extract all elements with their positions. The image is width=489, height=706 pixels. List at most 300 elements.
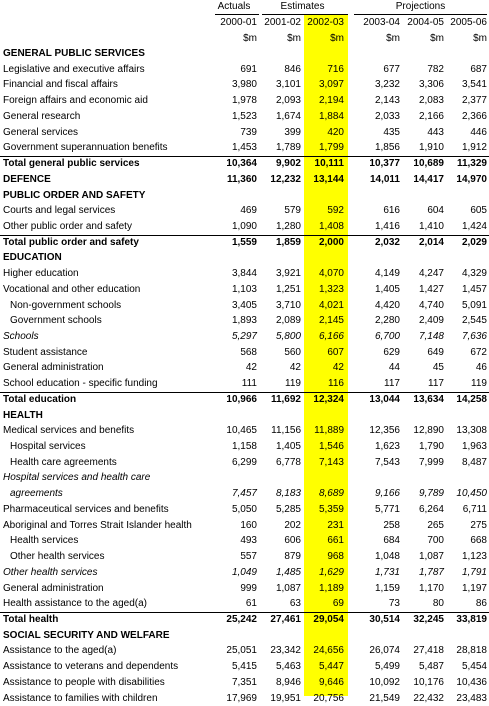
row-label: Assistance to families with children [3, 692, 158, 704]
row-label: Health care agreements [10, 456, 117, 468]
row-value: 1,189 [318, 582, 344, 594]
row-value: 3,232 [374, 79, 400, 91]
row-value: 10,966 [226, 393, 257, 405]
total-row [0, 235, 489, 250]
row-value: 1,457 [461, 283, 487, 295]
row-value: 258 [383, 519, 400, 531]
row-value: 7,148 [418, 331, 444, 342]
table-row [0, 219, 489, 234]
row-value: 7,457 [231, 488, 257, 500]
row-value: 700 [427, 535, 444, 547]
row-value: 1,546 [318, 441, 344, 452]
table-row [0, 486, 489, 501]
row-value: 13,044 [369, 393, 400, 405]
table-row [0, 581, 489, 596]
row-value: 32,245 [413, 613, 444, 625]
table-row [0, 360, 489, 375]
row-value: 1,859 [275, 236, 301, 248]
row-value: 13,634 [413, 393, 444, 405]
row-value: 968 [327, 551, 344, 562]
row-value: 5,285 [275, 503, 301, 515]
row-value: 8,487 [461, 456, 487, 468]
row-value: 21,549 [369, 692, 400, 704]
row-value: 5,800 [275, 331, 301, 342]
row-value: 7,999 [418, 456, 444, 468]
row-value: 7,543 [374, 456, 400, 468]
row-value: 5,415 [231, 661, 257, 673]
row-label: Financial and fiscal affairs [3, 79, 118, 91]
row-value: 2,145 [318, 315, 344, 327]
row-value: 5,454 [461, 661, 487, 673]
unit-header: $m [243, 33, 257, 44]
row-label: General administration [3, 362, 104, 374]
row-value: 7,351 [231, 676, 257, 688]
table-row [0, 313, 489, 328]
row-label: Medical services and benefits [3, 425, 135, 437]
row-value: 19,951 [270, 692, 301, 704]
table-row [0, 691, 489, 706]
table-row [0, 282, 489, 297]
row-value: 27,418 [413, 645, 444, 657]
year-header: 2004-05 [407, 17, 444, 28]
row-value: 1,090 [231, 220, 257, 232]
row-value: 2,032 [374, 236, 400, 248]
row-label: agreements [10, 488, 63, 500]
table-row [0, 643, 489, 658]
table-row [0, 140, 489, 155]
row-value: 14,258 [456, 393, 487, 405]
row-value: 25,051 [226, 645, 257, 657]
row-value: 2,093 [275, 95, 301, 107]
table-row [0, 439, 489, 454]
row-value: 560 [284, 346, 301, 358]
row-value: 2,083 [418, 95, 444, 107]
unit-header: $m [287, 33, 301, 44]
row-value: 1,158 [231, 441, 257, 452]
row-value: 12,324 [313, 393, 344, 405]
table-row [0, 203, 489, 218]
row-label: EDUCATION [3, 252, 62, 264]
table-row [0, 518, 489, 533]
row-value: 4,329 [461, 268, 487, 280]
row-label: DEFENCE [3, 173, 51, 185]
row-value: 160 [240, 519, 257, 531]
row-value: 1,170 [418, 582, 444, 594]
row-value: 7,636 [461, 331, 487, 342]
section-header-row [0, 628, 489, 643]
row-label: General research [3, 110, 81, 122]
table-row [0, 549, 489, 564]
row-label: Student assistance [3, 346, 88, 358]
row-label: GENERAL PUBLIC SERVICES [3, 48, 145, 59]
row-value: 42 [289, 362, 301, 374]
row-label: PUBLIC ORDER AND SAFETY [3, 189, 146, 201]
row-label: HEALTH [3, 409, 43, 421]
row-value: 2,280 [374, 315, 400, 327]
year-header: 2005-06 [450, 17, 487, 28]
row-value: 23,483 [456, 692, 487, 704]
row-value: 10,364 [226, 158, 257, 169]
table-row [0, 423, 489, 438]
row-value: 2,366 [461, 110, 487, 122]
row-label: Government superannuation benefits [3, 142, 168, 154]
row-label: Non-government schools [10, 299, 122, 311]
total-row [0, 156, 489, 171]
row-value: 684 [383, 535, 400, 547]
row-value: 1,427 [418, 283, 444, 295]
total-row [0, 392, 489, 407]
row-value: 231 [327, 519, 344, 531]
row-value: 10,176 [413, 676, 444, 688]
row-value: 1,405 [275, 441, 301, 452]
row-value: 11,156 [271, 425, 301, 437]
row-value: 5,487 [418, 661, 444, 673]
row-value: 86 [475, 598, 487, 610]
row-value: 1,049 [231, 566, 257, 578]
row-value: 5,447 [318, 661, 344, 673]
row-value: 4,070 [318, 268, 344, 280]
row-value: 5,050 [231, 503, 257, 515]
table-row [0, 470, 489, 485]
row-value: 2,000 [318, 236, 344, 248]
row-value: 3,921 [275, 268, 301, 280]
section-header-row [0, 408, 489, 423]
table-row [0, 502, 489, 517]
row-value: 12,890 [413, 425, 444, 437]
row-value: 879 [284, 551, 301, 562]
row-value: 687 [470, 63, 487, 75]
row-value: 420 [327, 126, 344, 138]
row-value: 1,629 [318, 566, 344, 578]
row-value: 2,014 [418, 236, 444, 248]
row-value: 607 [327, 346, 344, 358]
row-value: 25,242 [226, 613, 257, 625]
table-row [0, 266, 489, 281]
row-value: 5,499 [374, 661, 400, 673]
row-value: 1,159 [374, 582, 400, 594]
row-label: Health services [10, 535, 79, 547]
row-label: Pharmaceutical services and benefits [3, 503, 169, 515]
row-label: Higher education [3, 268, 79, 280]
row-value: 3,844 [231, 268, 257, 280]
row-value: 1,424 [461, 220, 487, 232]
row-value: 17,969 [226, 692, 257, 704]
row-value: 4,420 [374, 299, 400, 311]
row-value: 1,978 [231, 95, 257, 107]
row-label: Legislative and executive affairs [3, 63, 145, 75]
row-value: 111 [241, 378, 257, 390]
row-value: 649 [427, 346, 444, 358]
row-value: 493 [240, 535, 257, 547]
row-value: 3,405 [231, 299, 257, 311]
table-row [0, 62, 489, 77]
table-row [0, 533, 489, 548]
row-value: 6,778 [275, 456, 301, 468]
row-value: 1,910 [418, 142, 444, 154]
row-label: Government schools [10, 315, 102, 327]
row-value: 4,149 [374, 268, 400, 280]
table-row [0, 376, 489, 391]
unit-header: $m [473, 33, 487, 44]
unit-header: $m [430, 33, 444, 44]
row-value: 677 [383, 63, 400, 75]
row-label: Hospital services [10, 441, 86, 452]
row-value: 1,087 [275, 582, 301, 594]
row-value: 14,417 [413, 173, 444, 185]
row-value: 443 [427, 126, 444, 138]
year-header: 2003-04 [363, 17, 400, 28]
row-value: 73 [388, 598, 400, 610]
row-value: 2,143 [374, 95, 400, 107]
row-value: 44 [388, 362, 400, 374]
row-value: 4,247 [418, 268, 444, 280]
row-value: 1,103 [231, 283, 257, 295]
row-label: Total education [3, 393, 77, 405]
row-value: 80 [432, 598, 444, 610]
section-header-row [0, 250, 489, 265]
row-value: 1,408 [318, 220, 344, 232]
row-value: 46 [475, 362, 487, 374]
row-label: Total health [3, 613, 59, 625]
row-value: 739 [240, 126, 257, 138]
row-value: 8,689 [318, 488, 344, 500]
row-value: 446 [470, 126, 487, 138]
table-row [0, 565, 489, 580]
row-value: 3,710 [275, 299, 301, 311]
row-value: 4,021 [318, 299, 344, 311]
row-value: 61 [245, 598, 257, 610]
row-value: 1,893 [231, 315, 257, 327]
table-row [0, 77, 489, 92]
row-value: 1,912 [461, 142, 487, 154]
row-value: 5,359 [318, 503, 344, 515]
row-value: 1,251 [275, 283, 301, 295]
row-value: 1,323 [318, 283, 344, 295]
row-value: 1,048 [374, 551, 400, 562]
row-value: 1,485 [275, 566, 301, 578]
row-value: 20,756 [313, 692, 344, 704]
row-value: 1,674 [275, 110, 301, 122]
year-header: 2002-03 [307, 17, 344, 28]
row-value: 13,144 [313, 173, 344, 185]
row-value: 568 [240, 346, 257, 358]
total-row [0, 612, 489, 627]
row-value: 3,097 [318, 79, 344, 91]
row-value: 2,166 [418, 110, 444, 122]
row-value: 10,092 [369, 676, 400, 688]
row-value: 1,799 [318, 142, 344, 154]
row-value: 399 [284, 126, 301, 138]
row-value: 6,700 [374, 331, 400, 342]
row-value: 10,377 [369, 158, 400, 169]
row-label: Vocational and other education [3, 283, 141, 295]
table-row [0, 675, 489, 690]
table-row [0, 659, 489, 674]
row-value: 116 [328, 378, 344, 390]
row-value: 1,623 [374, 441, 400, 452]
row-value: 24,656 [313, 645, 344, 657]
row-value: 6,711 [462, 503, 487, 515]
row-value: 69 [332, 598, 344, 610]
row-value: 1,453 [231, 142, 257, 154]
row-value: 1,559 [231, 236, 257, 248]
row-label: Courts and legal services [3, 205, 116, 217]
row-value: 1,789 [275, 142, 301, 154]
row-value: 23,342 [270, 645, 301, 657]
row-value: 275 [470, 519, 487, 531]
row-value: 1,884 [318, 110, 344, 122]
table-row [0, 172, 489, 187]
row-value: 672 [470, 346, 487, 358]
row-value: 14,011 [369, 173, 400, 185]
row-value: 119 [285, 378, 301, 390]
row-label: Assistance to the aged(a) [3, 645, 117, 657]
row-value: 629 [383, 346, 400, 358]
row-value: 45 [432, 362, 444, 374]
row-value: 30,514 [369, 613, 400, 625]
row-value: 605 [470, 205, 487, 217]
row-value: 606 [284, 535, 301, 547]
row-value: 592 [327, 205, 344, 217]
row-value: 202 [284, 519, 301, 531]
row-value: 6,299 [231, 456, 257, 468]
row-value: 5,297 [231, 331, 257, 342]
row-value: 10,689 [413, 158, 444, 169]
row-value: 1,123 [461, 551, 487, 562]
row-value: 10,465 [226, 425, 257, 437]
row-label: Assistance to people with disabilities [3, 676, 165, 688]
row-value: 1,087 [418, 551, 444, 562]
row-value: 469 [240, 205, 257, 217]
table-row [0, 345, 489, 360]
row-value: 3,541 [461, 79, 487, 91]
row-value: 3,101 [275, 79, 301, 91]
year-header: 2001-02 [264, 17, 301, 28]
row-value: 27,461 [270, 613, 301, 625]
table-row [0, 596, 489, 611]
row-label: School education - specific funding [3, 378, 158, 390]
table-row [0, 109, 489, 124]
row-value: 782 [427, 63, 444, 75]
row-value: 3,980 [231, 79, 257, 91]
row-value: 2,089 [275, 315, 301, 327]
header-group-actuals: Actuals [217, 1, 251, 12]
row-value: 435 [383, 126, 400, 138]
row-value: 2,377 [461, 95, 487, 107]
row-value: 1,963 [461, 441, 487, 452]
row-value: 1,523 [231, 110, 257, 122]
section-header-row [0, 188, 489, 203]
row-value: 10,436 [456, 676, 487, 688]
row-value: 616 [383, 205, 400, 217]
row-value: 11,889 [314, 425, 344, 437]
row-value: 22,432 [413, 692, 444, 704]
row-value: 9,646 [318, 676, 344, 688]
row-value: 1,731 [374, 566, 400, 578]
table-row [0, 298, 489, 313]
row-value: 999 [240, 582, 257, 594]
row-value: 1,416 [374, 220, 400, 232]
row-value: 119 [471, 378, 487, 390]
row-value: 11,329 [456, 158, 487, 169]
row-label: Other health services [3, 566, 98, 578]
row-value: 9,902 [275, 158, 301, 169]
row-value: 716 [327, 63, 344, 75]
row-value: 10,450 [456, 488, 487, 500]
row-value: 9,166 [374, 488, 400, 500]
row-value: 14,970 [456, 173, 487, 185]
row-value: 1,410 [418, 220, 444, 232]
table-row [0, 329, 489, 344]
row-value: 117 [384, 378, 400, 390]
row-value: 557 [240, 551, 257, 562]
row-value: 10,111 [314, 158, 344, 169]
row-value: 691 [240, 63, 257, 75]
row-value: 11,692 [270, 393, 301, 405]
row-value: 1,787 [418, 566, 444, 578]
row-value: 1,791 [461, 566, 487, 578]
section-header-row [0, 46, 489, 61]
row-value: 579 [284, 205, 301, 217]
row-value: 12,356 [369, 425, 400, 437]
row-value: 13,308 [456, 425, 487, 437]
row-value: 668 [470, 535, 487, 547]
row-value: 2,029 [461, 236, 487, 248]
row-value: 5,091 [461, 299, 487, 311]
row-value: 12,232 [270, 173, 301, 185]
row-value: 29,054 [313, 613, 344, 625]
row-value: 5,771 [374, 503, 400, 515]
row-value: 63 [289, 598, 301, 610]
row-value: 846 [284, 63, 301, 75]
unit-header: $m [386, 33, 400, 44]
row-value: 6,264 [418, 503, 444, 515]
row-value: 28,818 [456, 645, 487, 657]
table-row [0, 93, 489, 108]
row-label: General services [3, 126, 79, 138]
row-label: Health assistance to the aged(a) [3, 598, 147, 610]
row-label: General administration [3, 582, 104, 594]
row-value: 8,183 [275, 488, 301, 500]
year-header: 2000-01 [220, 17, 257, 28]
row-value: 2,033 [374, 110, 400, 122]
table-row [0, 455, 489, 470]
header-units-row [0, 31, 489, 46]
row-value: 42 [245, 362, 257, 374]
row-value: 1,197 [461, 582, 487, 594]
row-value: 42 [332, 362, 344, 374]
row-value: 661 [327, 535, 344, 547]
row-value: 2,194 [318, 95, 344, 107]
row-label: SOCIAL SECURITY AND WELFARE [3, 629, 170, 641]
row-value: 4,740 [418, 299, 444, 311]
row-value: 265 [427, 519, 444, 531]
row-label: Assistance to veterans and dependents [3, 661, 179, 673]
row-label: Total general public services [3, 158, 140, 169]
row-value: 5,463 [275, 661, 301, 673]
row-value: 7,143 [318, 456, 344, 468]
header-group-projections: Projections [395, 1, 446, 12]
header-years-row [0, 15, 489, 30]
row-label: Aboriginal and Torres Strait Islander health [3, 519, 192, 531]
row-label: Total public order and safety [3, 236, 139, 248]
row-value: 1,790 [418, 441, 444, 452]
row-label: Other public order and safety [3, 220, 132, 232]
row-value: 117 [428, 378, 444, 390]
row-value: 3,306 [418, 79, 444, 91]
row-value: 6,166 [318, 331, 344, 342]
unit-header: $m [330, 33, 344, 44]
